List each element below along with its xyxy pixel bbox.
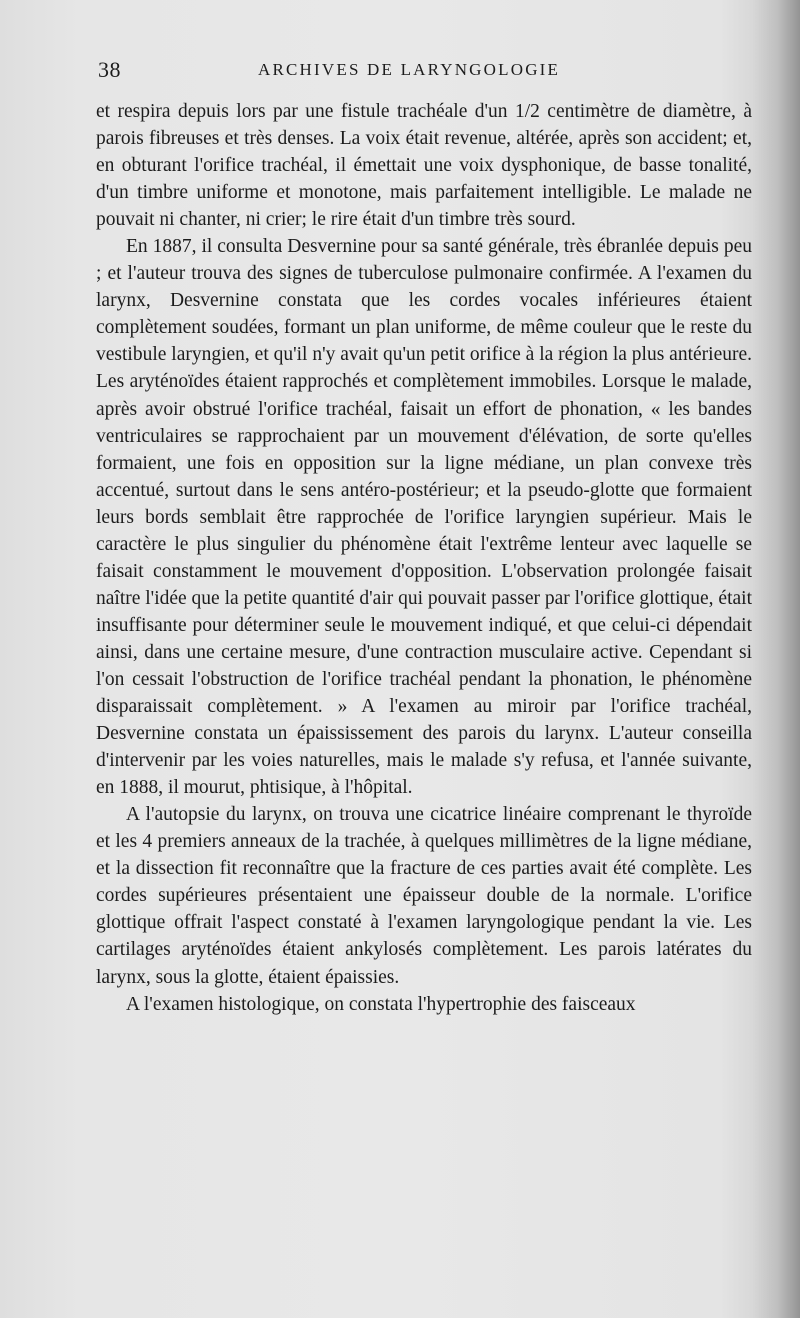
paragraph: A l'examen histologique, on constata l'hypertrophie des faisceaux: [126, 993, 636, 1015]
paragraph-continued: et respira depuis lors par une fistule trachéale d'un 1/2 centimètre de diamètre, à parois fibreuses et très denses. La voix était revenue, altérée, après son accident; et, en obturant l'orifice trachéal, il émettait une voix dysphonique, de basse tonalité, d'un timbre uniforme et monotone, mais parfaitement intelligible. Le malade ne pouvait ni chanter, ni crier; le rire était d'un timbre très sourd.: [96, 101, 752, 231]
running-header: [98, 57, 752, 91]
body-text: [96, 98, 752, 1018]
page-edge-shadow: [752, 0, 800, 1318]
paragraph: A l'autopsie du larynx, on trouva une cicatrice linéaire comprenant le thyroïde et les 4 premiers anneaux de la trachée, à quelques millimètres de la ligne médiane, et la dissection fit reconnaître que la fracture de ces parties avait été complète. Les cordes supérieures présentaient une épaisseur double de la normale. L'orifice glottique offrait l'aspect constaté à l'examen laryngologique pendant la vie. Les cartilages aryténoïdes étaient ankylosés complètement. Les parois latérates du larynx, sous la glotte, étaient épaissies.: [96, 804, 752, 988]
running-title: ARCHIVES DE LARYNGOLOGIE: [258, 60, 561, 79]
paragraph: En 1887, il consulta Desvernine pour sa santé générale, très ébranlée depuis peu ; et l'auteur trouva des signes de tuberculose pulmonaire confirmée. A l'examen du larynx, Desvernine constata que les cordes vocales inférieures étaient complètement soudées, formant un plan uniforme, de même couleur que le reste du vestibule laryngien, et qu'il n'y avait qu'un petit orifice à la région la plus antérieure. Les aryténoïdes étaient rapprochés et complètement immobiles. Lorsque le malade, après avoir obstrué l'orifice trachéal, faisait un effort de phonation, « les bandes ventriculaires se rapprochaient par un mouvement d'élévation, de sorte qu'elles formaient, une fois en opposition sur la ligne médiane, un plan convexe très accentué, surtout dans le sens antéro-postérieur; et la pseudo-glotte que formaient leurs bords semblait être rapprochée de l'orifice laryngien supérieur. Mais le caractère le plus singulier du phénomène était l'extrême lenteur avec laquelle se faisait constamment le mouvement d'opposition. L'observation prolongée faisait naître l'idée que la petite quantité d'air qui pouvait passer par l'orifice glottique, était insuffisante pour déterminer seule le mouvement indiqué, et que celui-ci dépendait ainsi, dans une certaine mesure, d'une contraction musculaire active. Cependant si l'on cessait l'obstruction de l'orifice trachéal pendant la phonation, le phénomène disparaissait complètement. » A l'examen au miroir par l'orifice trachéal, Desvernine constata un épaississement des parois du larynx. L'auteur conseilla d'intervenir par les voies naturelles, mais le malade s'y refusa, et l'année suivante, en 1888, il mourut, phtisique, à l'hôpital.: [96, 236, 752, 799]
page-number: 38: [98, 57, 121, 82]
